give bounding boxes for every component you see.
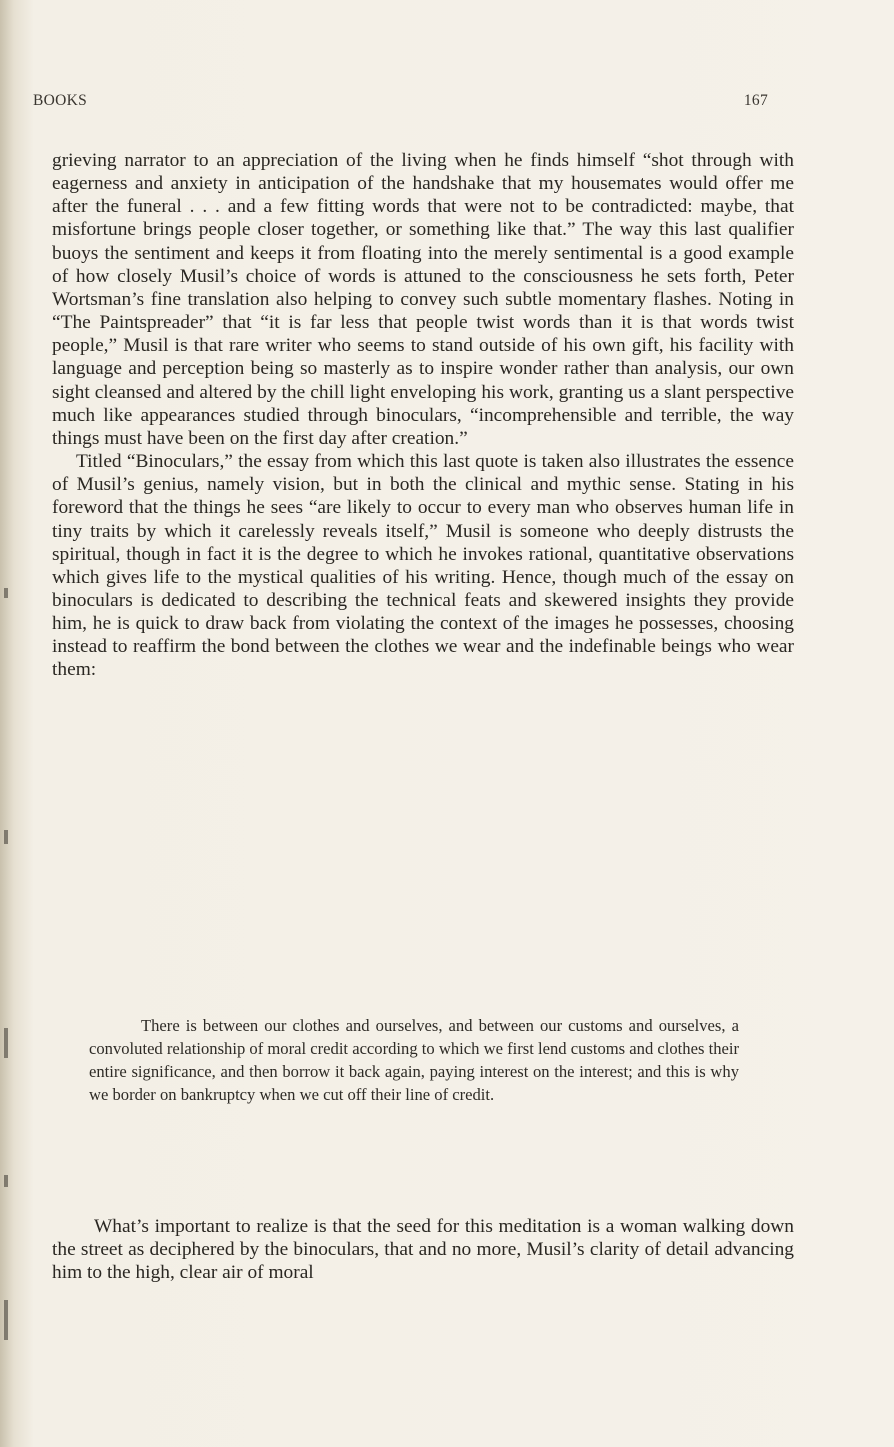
spine-shadow-mark bbox=[4, 588, 8, 598]
paragraph: Titled “Binoculars,” the essay from which this last quote is taken also illustrates the essence of Musil’s genius, namely vision, but in both the clinical and mythic sense. Stating in his foreword that the things he sees “are likely to occur to every man who observes human life in tiny traits by which it carelessly reveals itself,” Musil is someone who deeply distrusts the spiritual, though in fact it is the degree to which he invokes rational, quantitative observations which gives life to the mystical qualities of his writing. Hence, though much of the essay on binoculars is dedicated to describing the technical feats and skewered insights they provide him, he is quick to draw back from violating the context of the images he possesses, choosing instead to reaffirm the bond between the clothes we wear and the indefinable beings who wear them: bbox=[52, 451, 794, 681]
quote-text: There is between our clothes and ourselves, and between our customs and ourselves, a convoluted relationship of moral credit according to which we first lend customs and clothes their entire significance, and then borrow it back again, paying interest on the interest; and this is why we border on bankruptcy when we cut off their line of credit. bbox=[89, 1016, 739, 1105]
block-quote bbox=[89, 1014, 739, 1107]
page-number: 167 bbox=[743, 92, 768, 109]
running-head bbox=[33, 92, 768, 116]
spine-shadow-mark bbox=[4, 830, 8, 844]
spine-shadow-mark bbox=[4, 1175, 8, 1187]
paragraph: What’s important to realize is that the seed for this meditation is a woman walking down the street as deciphered by the binoculars, that and no more, Musil’s clarity of detail advancing him to the high, clear air of moral bbox=[52, 1216, 794, 1284]
paragraph: grieving narrator to an appreciation of the living when he finds himself “shot through with eagerness and anxiety in anticipation of the handshake that my housemates would offer me after the funeral . . . and a few fitting words that were not to be contradicted: maybe, that misfortune brings people closer together, or something like that.” The way this last qualifier buoys the sentiment and keeps it from floating into the merely sentimental is a good example of how closely Musil’s choice of words is attuned to the consciousness he sets forth, Peter Wortsman’s fine translation also helping to convey such subtle momentary flashes. Noting in “The Paintspreader” that “it is far less that people twist words than it is that words twist people,” Musil is that rare writer who seems to stand outside of his own gift, his facility with language and perception being so masterly as to inspire wonder rather than analysis, our own sight cleansed and altered by the chill light enveloping his work, granting us a slant perspective much like appearances studied through binoculars, “incomprehensible and terrible, the way things must have been on the first day after creation.” bbox=[52, 150, 794, 449]
spine-shadow-mark bbox=[4, 1028, 8, 1058]
body-text bbox=[52, 149, 794, 682]
section-title: BOOKS bbox=[33, 92, 88, 109]
spine-shadow-mark bbox=[4, 1300, 8, 1340]
body-text-continued bbox=[52, 1215, 794, 1284]
